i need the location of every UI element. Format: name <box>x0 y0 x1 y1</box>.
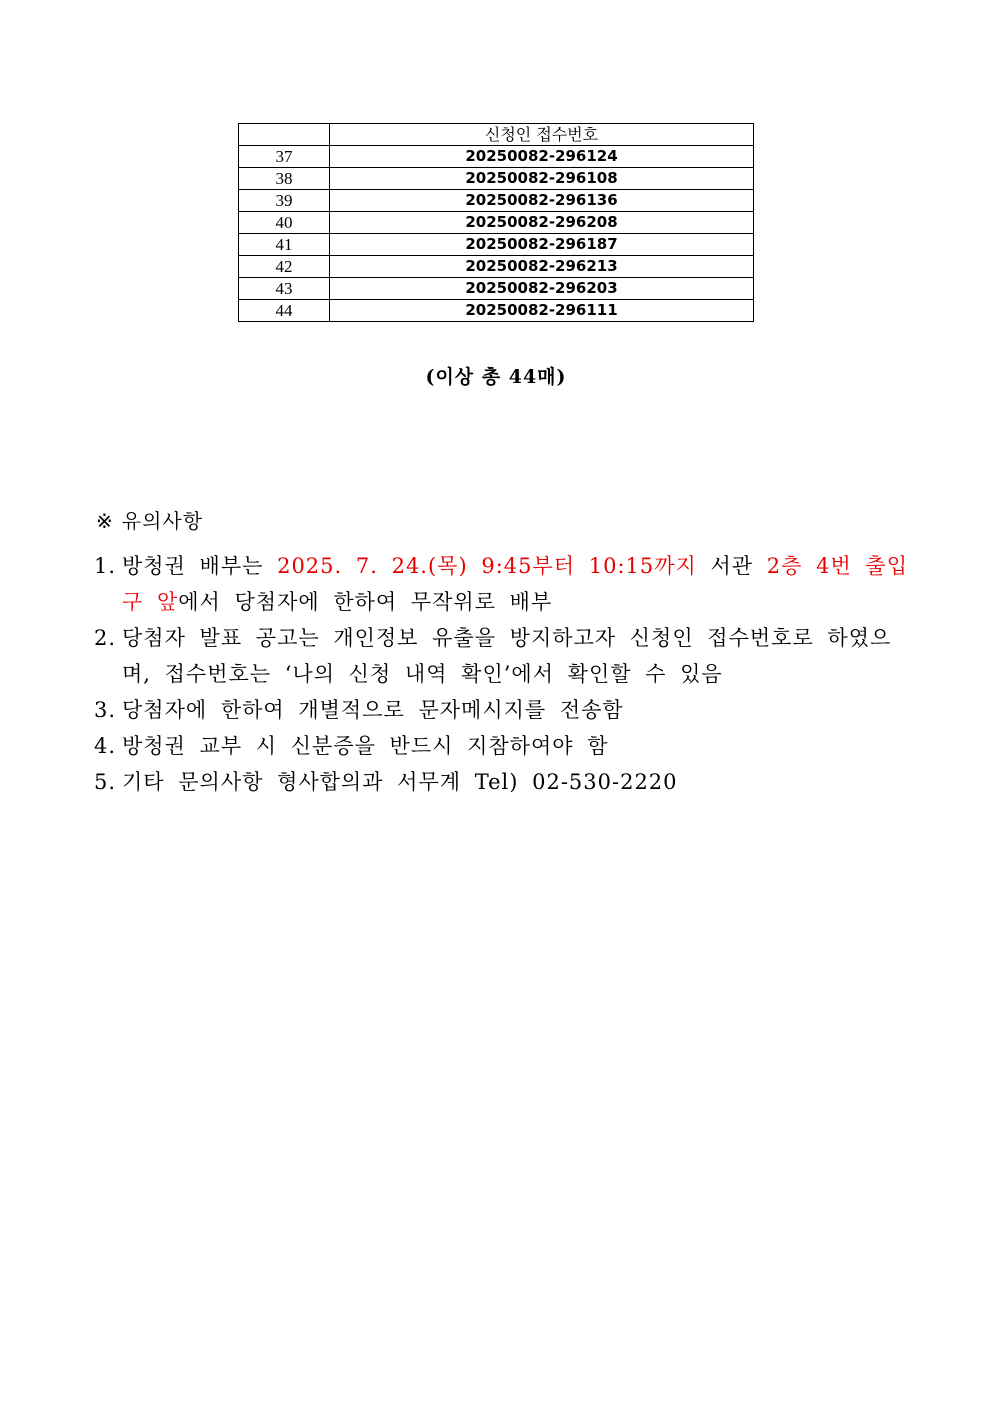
notice-item <box>94 692 914 728</box>
row-number: 40 <box>239 212 330 234</box>
notice-item-index: 3. <box>94 698 117 722</box>
notice-highlight-text: 2025. 7. 24.(목) 9:45부터 10:15까지 <box>277 554 697 578</box>
receipt-number: 20250082-296124 <box>330 146 754 168</box>
table-row <box>239 300 754 322</box>
notice-item-text <box>122 764 914 800</box>
receipt-number: 20250082-296136 <box>330 190 754 212</box>
receipt-number: 20250082-296108 <box>330 168 754 190</box>
notice-text: 당첨자 발표 공고는 개인정보 유출을 방지하고자 신청인 접수번호로 하였으며, 접수번호는 ‘나의 신청 내역 확인’에서 확인할 수 있음 <box>122 626 892 686</box>
notice-highlight-text: 2층 4번 출입구 앞 <box>122 554 908 614</box>
total-count: (이상 총 44매) <box>425 366 567 388</box>
notice-item-text <box>122 728 914 764</box>
table-row <box>239 168 754 190</box>
table-row <box>239 256 754 278</box>
row-number: 38 <box>239 168 330 190</box>
notice-text: 기타 문의사항 형사합의과 서무계 Tel) 02-530-2220 <box>122 770 678 794</box>
table-header-label: 신청인 접수번호 <box>330 124 754 146</box>
notice-item-text <box>122 548 914 620</box>
notice-text: 방청권 교부 시 신분증을 반드시 지참하여야 함 <box>122 734 609 758</box>
notice-text: 서관 <box>696 554 767 578</box>
notice-list <box>94 548 914 800</box>
table-row <box>239 190 754 212</box>
notice-heading <box>96 505 203 534</box>
row-number: 44 <box>239 300 330 322</box>
notice-item <box>94 764 914 800</box>
notice-item <box>94 548 914 620</box>
notice-item-index: 5. <box>94 770 117 794</box>
notice-item-text <box>122 620 914 692</box>
row-number: 41 <box>239 234 330 256</box>
row-number: 37 <box>239 146 330 168</box>
receipt-number: 20250082-296213 <box>330 256 754 278</box>
receipt-number: 20250082-296187 <box>330 234 754 256</box>
receipt-number: 20250082-296208 <box>330 212 754 234</box>
receipt-number: 20250082-296203 <box>330 278 754 300</box>
notice-item-index: 1. <box>94 554 117 578</box>
notice-item <box>94 728 914 764</box>
notice-item <box>94 620 914 692</box>
table-row <box>239 212 754 234</box>
notice-item-text <box>122 692 914 728</box>
receipt-number-table <box>238 123 754 322</box>
table-row <box>239 146 754 168</box>
row-number: 39 <box>239 190 330 212</box>
row-number: 43 <box>239 278 330 300</box>
notice-title: 유의사항 <box>121 509 204 533</box>
notice-item-index: 2. <box>94 626 117 650</box>
table-header-blank <box>239 124 330 146</box>
row-number: 42 <box>239 256 330 278</box>
notice-text: 방청권 배부는 <box>122 554 278 578</box>
notice-item-index: 4. <box>94 734 117 758</box>
table-header-row <box>239 124 754 146</box>
notice-text: 당첨자에 한하여 개별적으로 문자메시지를 전송함 <box>122 698 624 722</box>
table-row <box>239 234 754 256</box>
reference-mark-icon: ※ <box>96 509 114 533</box>
receipt-number: 20250082-296111 <box>330 300 754 322</box>
table-row <box>239 278 754 300</box>
notice-text: 에서 당첨자에 한하여 무작위로 배부 <box>178 590 553 614</box>
